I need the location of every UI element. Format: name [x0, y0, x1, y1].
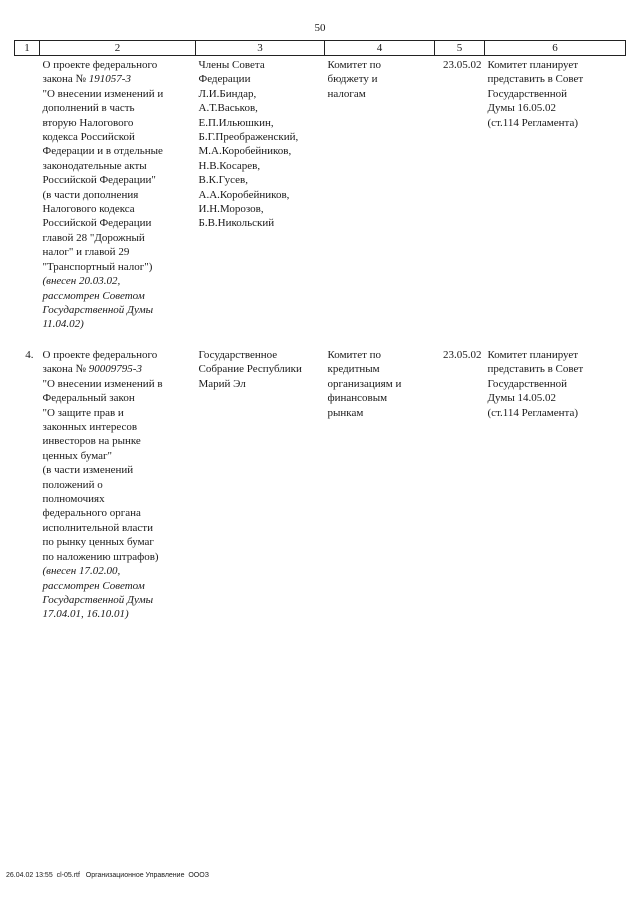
bill-text-line: ценных бумаг"	[42, 449, 112, 462]
committee-line: кредитным	[327, 363, 380, 376]
initiator-line: Л.И.Биндар,	[198, 87, 257, 100]
committee-line: Комитет по	[327, 349, 382, 361]
bill-initiators	[196, 56, 325, 347]
bill-text-line: дополнений в часть	[42, 102, 135, 115]
responsible-committee	[325, 346, 435, 628]
committee-line: организациям и	[327, 377, 402, 390]
column-number-2: 2	[40, 41, 196, 56]
bill-text-line: "О внесении изменений в	[42, 377, 163, 390]
row-number: 4.	[25, 349, 34, 361]
committee-note	[485, 56, 626, 347]
table-row	[15, 346, 626, 628]
bill-number: 191057-3	[88, 73, 131, 86]
document-footer: 26.04.02 13:55 cl-05.rtf Организационное Управление ОООЗ	[6, 872, 209, 879]
bill-text-line: Федеральный закон	[42, 392, 135, 405]
initiator-line: Б.В.Никольский	[198, 217, 275, 230]
note-line: Комитет планирует	[487, 349, 579, 361]
bill-text-line: "О внесении изменений и	[42, 87, 164, 100]
initiator-line: Федерации	[198, 73, 251, 86]
bill-text-line: "О защите прав и	[42, 406, 124, 419]
initiator-line: Члены Совета	[198, 59, 265, 71]
column-number-6: 6	[485, 41, 626, 56]
column-number-5: 5	[435, 41, 485, 56]
row-number	[15, 56, 40, 347]
bill-text-line: законных интересов	[42, 421, 138, 434]
page-number: 50	[314, 22, 326, 34]
bill-text-line: кодекса Российской	[42, 131, 135, 144]
bill-text-line: (в части изменений	[42, 464, 134, 477]
bill-number: 90009795-3	[88, 363, 142, 376]
note-line: Государственной	[487, 87, 568, 100]
bill-text-line: О проекте федерального	[42, 59, 158, 71]
bill-status-line: рассмотрен Советом	[42, 579, 145, 592]
bill-text-line: (в части дополнения	[42, 188, 139, 201]
initiator-line: Государственное	[198, 349, 278, 361]
committee-note	[485, 346, 626, 628]
bill-text-line: по наложению штрафов)	[42, 550, 159, 563]
column-number-3: 3	[196, 41, 325, 56]
bill-text-line: положений о	[42, 478, 103, 491]
column-number-1: 1	[15, 41, 40, 56]
bill-status-line: (внесен 20.03.02,	[42, 275, 121, 288]
bill-status-line: Государственной Думы	[42, 303, 154, 316]
bill-status-line: 11.04.02)	[42, 318, 84, 331]
initiator-line: Б.Г.Преображенский,	[198, 131, 299, 144]
initiator-line: И.Н.Морозов,	[198, 203, 264, 216]
bill-text-line: Федерации и в отдельные	[42, 145, 163, 158]
bill-text-line: О проекте федерального	[42, 349, 158, 361]
note-line: (ст.114 Регламента)	[487, 116, 579, 129]
initiator-line: Н.В.Косарев,	[198, 159, 261, 172]
bill-status-line: рассмотрен Советом	[42, 289, 145, 302]
consideration-date: 23.05.02	[443, 349, 482, 361]
bill-text-line: Российской Федерации"	[42, 174, 156, 187]
bill-text-line: "Транспортный налог")	[42, 260, 153, 273]
initiator-line: А.Т.Васьков,	[198, 102, 258, 115]
committee-line: финансовым	[327, 392, 388, 405]
bill-description	[40, 346, 196, 628]
committee-line: налогам	[327, 87, 366, 100]
committee-line: Комитет по	[327, 59, 382, 71]
bill-text-segment: закона №	[42, 363, 89, 376]
bill-status-line: Государственной Думы	[42, 593, 154, 606]
bill-text-line: полномочиях	[42, 493, 105, 506]
note-line: Государственной	[487, 377, 568, 390]
committee-line: рынкам	[327, 406, 364, 419]
initiator-line: Собрание Республики	[198, 363, 302, 376]
note-line: (ст.114 Регламента)	[487, 406, 579, 419]
bill-text-line: Налогового кодекса	[42, 203, 135, 216]
bill-text-line: исполнительной власти	[42, 521, 153, 534]
agenda-table	[14, 40, 626, 628]
note-line: представить в Совет	[487, 73, 584, 86]
bill-status-line: (внесен 17.02.00,	[42, 565, 121, 578]
bill-text-line: законодательные акты	[42, 159, 147, 172]
note-line: Думы 16.05.02	[487, 102, 556, 115]
initiator-line: В.К.Гусев,	[198, 174, 248, 187]
note-line: Думы 14.05.02	[487, 392, 556, 405]
bill-text-line: главой 28 "Дорожный	[42, 231, 145, 244]
initiator-line: М.А.Коробейников,	[198, 145, 292, 158]
table-row	[15, 56, 626, 347]
note-line: представить в Совет	[487, 363, 584, 376]
initiator-line: Марий Эл	[198, 377, 246, 390]
initiator-line: Е.П.Ильюшкин,	[198, 116, 274, 129]
bill-text-line: инвесторов на рынке	[42, 435, 141, 448]
bill-text-line	[43, 72, 193, 86]
initiator-line: А.А.Коробейников,	[198, 188, 290, 201]
bill-text-line: по рынку ценных бумаг	[42, 536, 154, 549]
bill-initiators	[196, 346, 325, 628]
bill-text-line: налог" и главой 29	[42, 246, 130, 259]
bill-description	[40, 56, 196, 347]
consideration-date: 23.05.02	[443, 59, 482, 71]
bill-text-line	[43, 362, 193, 376]
bill-text-line: федерального органа	[42, 507, 141, 520]
note-line: Комитет планирует	[487, 59, 579, 71]
column-number-row	[15, 41, 626, 56]
bill-status-line: 17.04.01, 16.10.01)	[42, 608, 129, 621]
committee-line: бюджету и	[327, 73, 378, 86]
responsible-committee	[325, 56, 435, 347]
column-number-4: 4	[325, 41, 435, 56]
bill-text-line: вторую Налогового	[42, 116, 134, 129]
bill-text-segment: закона №	[42, 73, 89, 86]
bill-text-line: Российской Федерации	[42, 217, 152, 230]
